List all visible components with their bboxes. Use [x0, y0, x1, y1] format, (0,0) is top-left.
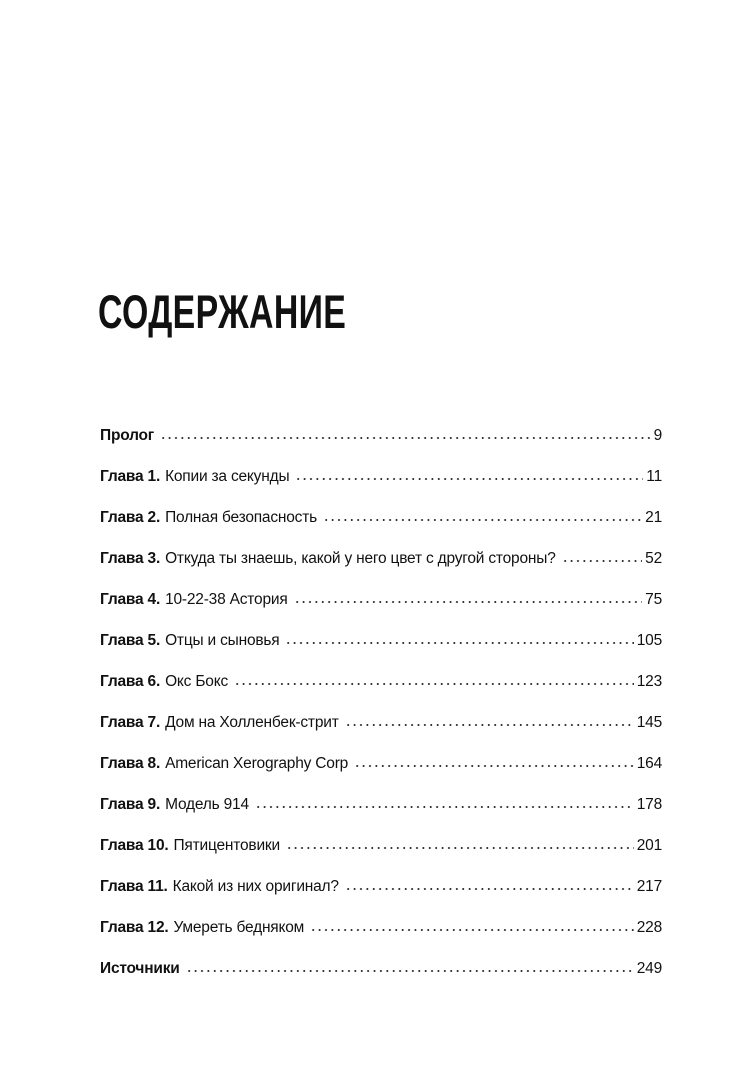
- entry-title: Копии за секунды: [165, 468, 290, 485]
- entry-label: Глава 4.: [100, 591, 161, 608]
- entry-title: Откуда ты знаешь, какой у него цвет с другой стороны?: [165, 550, 556, 567]
- entry-label: Источники: [100, 960, 180, 977]
- page-number: 217: [636, 878, 662, 895]
- dot-leader: [160, 422, 651, 442]
- entry-title: Полная безопасность: [165, 509, 318, 526]
- dot-leader: [323, 504, 642, 524]
- page-number: 11: [646, 468, 662, 485]
- entry-title: Пятицентовики: [173, 837, 280, 854]
- entry-label: Глава 8.: [100, 755, 161, 772]
- toc-entry-chapter-8[interactable]: [100, 748, 662, 789]
- entry-label: Глава 10.: [100, 837, 169, 854]
- entry-label: Глава 1.: [100, 468, 161, 485]
- dot-leader: [186, 955, 634, 975]
- dot-leader: [294, 586, 643, 606]
- dot-leader: [345, 709, 634, 729]
- page-number: 178: [636, 796, 662, 813]
- toc-entry-chapter-2[interactable]: [100, 502, 662, 543]
- toc-entry-chapter-11[interactable]: [100, 871, 662, 912]
- toc-entry-chapter-12[interactable]: [100, 912, 662, 953]
- dot-leader: [285, 627, 633, 647]
- toc-entry-sources[interactable]: [100, 953, 662, 994]
- page-title: СОДЕРЖАНИЕ: [98, 285, 347, 338]
- entry-title: Дом на Холленбек-стрит: [165, 714, 339, 731]
- page-number: 228: [636, 919, 662, 936]
- entry-title: Модель 914: [165, 796, 249, 813]
- page-number: 201: [636, 837, 662, 854]
- entry-label: Глава 12.: [100, 919, 169, 936]
- page-number: 21: [645, 509, 662, 526]
- page-number: 249: [636, 960, 662, 977]
- entry-title: American Xerography Corp: [165, 755, 349, 772]
- page-number: 52: [645, 550, 662, 567]
- toc-entry-chapter-10[interactable]: [100, 830, 662, 871]
- toc-entry-chapter-3[interactable]: [100, 543, 662, 584]
- dot-leader: [310, 914, 634, 934]
- entry-label: Глава 3.: [100, 550, 161, 567]
- entry-title: 10-22-38 Астория: [165, 591, 288, 608]
- entry-label: Пролог: [100, 427, 155, 444]
- entry-label: Глава 5.: [100, 632, 161, 649]
- page-number: 164: [636, 755, 662, 772]
- toc-entry-prologue[interactable]: [100, 420, 662, 461]
- entry-label: Глава 6.: [100, 673, 161, 690]
- dot-leader: [234, 668, 634, 688]
- toc-entry-chapter-4[interactable]: [100, 584, 662, 625]
- toc-entry-chapter-1[interactable]: [100, 461, 662, 502]
- toc-entry-chapter-5[interactable]: [100, 625, 662, 666]
- toc-list: [100, 420, 662, 994]
- toc-entry-chapter-9[interactable]: [100, 789, 662, 830]
- dot-leader: [295, 463, 643, 483]
- entry-title: Окс Бокс: [165, 673, 229, 690]
- entry-title: Умереть бедняком: [173, 919, 305, 936]
- page-number: 9: [653, 427, 662, 444]
- dot-leader: [255, 791, 634, 811]
- page-number: 75: [645, 591, 662, 608]
- dot-leader: [562, 545, 643, 565]
- dot-leader: [354, 750, 634, 770]
- dot-leader: [345, 873, 634, 893]
- entry-label: Глава 7.: [100, 714, 161, 731]
- toc-entry-chapter-7[interactable]: [100, 707, 662, 748]
- dot-leader: [286, 832, 634, 852]
- entry-title: Отцы и сыновья: [165, 632, 280, 649]
- page-number: 123: [636, 673, 662, 690]
- entry-label: Глава 9.: [100, 796, 161, 813]
- entry-title: Какой из них оригинал?: [172, 878, 339, 895]
- entry-label: Глава 11.: [100, 878, 168, 895]
- entry-label: Глава 2.: [100, 509, 161, 526]
- page-number: 145: [636, 714, 662, 731]
- page-number: 105: [636, 632, 662, 649]
- toc-entry-chapter-6[interactable]: [100, 666, 662, 707]
